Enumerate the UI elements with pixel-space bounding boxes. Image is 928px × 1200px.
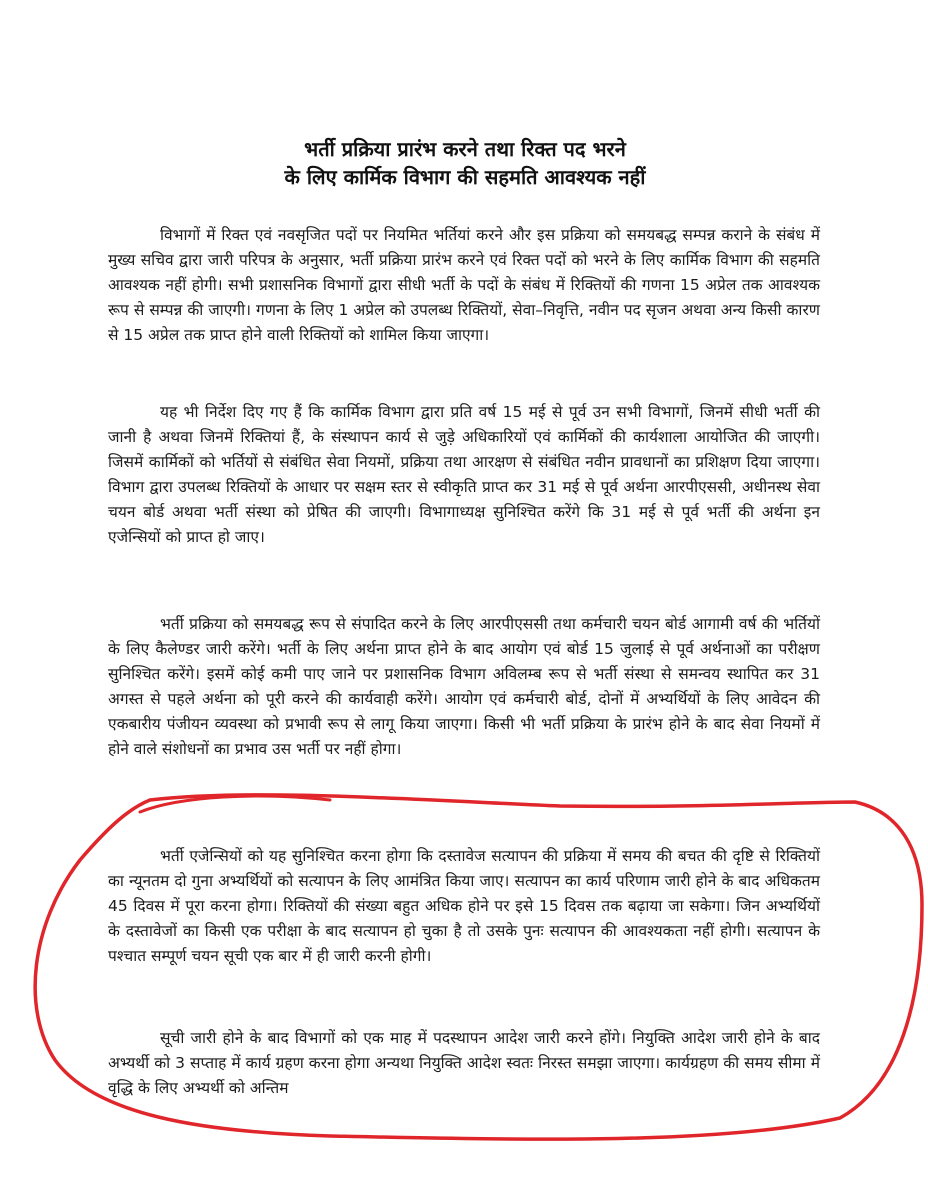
paragraph-vacancy-count: विभागों में रिक्त एवं नवसृजित पदों पर नियमित भर्तियां करने और इस प्रक्रिया को समयबद्ध सम्पन्न कराने के संबंध में मुख्य सचिव द्वारा जारी परिपत्र के अनुसार, भर्ती प्रक्रिया प्रारंभ करने एवं रिक्त पदों को भरने के लिए कार्मिक विभाग की सहमति आवश्यक नहीं होगी। सभी प्रशासनिक विभागों द्वारा सीधी भर्ती के पदों के संबंध में रिक्तियों की गणना 15 अप्रेल तक आवश्यक रूप से सम्पन्न की जाएगी। गणना के लिए 1 अप्रेल को उपलब्ध रिक्तियों, सेवा–निवृत्ति, नवीन पद सृजन अथवा अन्य किसी कारण से 15 अप्रेल तक प्राप्त होने वाली रिक्तियों को शामिल किया जाएगा। [108, 225, 820, 344]
paragraph-workshop: यह भी निर्देश दिए गए हैं कि कार्मिक विभाग द्वारा प्रति वर्ष 15 मई से पूर्व उन सभी विभागों, जिनमें सीधी भर्ती की जानी है अथवा जिनमें रिक्तियां हैं, के संस्थापन कार्य से जुड़े अधिकारियों एवं कार्मिकों की कार्यशाला आयोजित की जाएगी। जिसमें कार्मिकों को भर्तियों से संबंधित सेवा नियमों, प्रक्रिया तथा आरक्षण से संबंधित नवीन प्रावधानों का प्रशिक्षण दिया जाएगा। विभाग द्वारा उपलब्ध रिक्तियों के आधार पर सक्षम स्तर से स्वीकृति प्राप्त कर 31 मई से पूर्व अर्थना आरपीएससी, अधीनस्थ सेवा चयन बोर्ड अथवा भर्ती संस्था को प्रेषित की जाएगी। विभागाध्यक्ष सुनिश्चित करेंगे कि 31 मई से पूर्व भर्ती की अर्थना इन एजेन्सियों को प्राप्त हो जाए। [108, 402, 820, 546]
paragraph-document-verification: भर्ती एजेन्सियों को यह सुनिश्चित करना होगा कि दस्तावेज सत्यापन की प्रक्रिया में समय की बचत की दृष्टि से रिक्तियों का न्यूनतम दो गुना अभ्यर्थियों को सत्यापन के लिए आमंत्रित किया जाए। सत्यापन का कार्य परिणाम जारी होने के बाद अधिकतम 45 दिवस में पूरा करना होगा। रिक्तियों की संख्या बहुत अधिक होने पर इसे 15 दिवस तक बढ़ाया जा सकेगा। जिन अभ्यर्थियों के दस्तावेजों का किसी एक परीक्षा के बाद सत्यापन हो चुका है तो उसके पुनः सत्यापन की आवश्यकता नहीं होगी। सत्यापन के पश्चात सम्पूर्ण चयन सूची एक बार में ही जारी करनी होगी। [108, 846, 820, 965]
annotation-overlap-stroke [140, 796, 330, 812]
paragraph-posting-orders: सूची जारी होने के बाद विभागों को एक माह में पदस्थापन आदेश जारी करने होंगे। नियुक्ति आदेश जारी होने के बाद अभ्यर्थी को 3 सप्ताह में कार्य ग्रहण करना होगा अन्यथा नियुक्ति आदेश स्वतः निरस्त समझा जाएगा। कार्यग्रहण की समय सीमा में वृद्धि के लिए अभ्यर्थी को अन्तिम [108, 1028, 820, 1097]
title-line-1: भर्ती प्रक्रिया प्रारंभ करने तथा रिक्त पद भरने [304, 137, 626, 161]
title-line-2: के लिए कार्मिक विभाग की सहमति आवश्यक नहीं [284, 165, 646, 189]
document-title [110, 135, 820, 191]
paragraph-recruitment-calendar: भर्ती प्रक्रिया को समयबद्ध रूप से संपादित करने के लिए आरपीएससी तथा कर्मचारी चयन बोर्ड आगामी वर्ष की भर्तियों के लिए कैलेण्डर जारी करेंगे। भर्ती के लिए अर्थना प्राप्त होने के बाद आयोग एवं बोर्ड 15 जुलाई से पूर्व अर्थनाओं का परीक्षण सुनिश्चित करेंगे। इसमें कोई कमी पाए जाने पर प्रशासनिक विभाग अविलम्ब रूप से भर्ती संस्था से समन्वय स्थापित कर 31 अगस्त से पहले अर्थना को पूरी करने की कार्यवाही करेंगे। आयोग एवं कर्मचारी बोर्ड, दोनों में अभ्यर्थियों के लिए आवेदन की एकबारीय पंजीयन व्यवस्था को प्रभावी रूप से लागू किया जाएगा। किसी भी भर्ती प्रक्रिया के प्रारंभ होने के बाद सेवा नियमों में होने वाले संशोधनों का प्रभाव उस भर्ती पर नहीं होगा। [108, 614, 820, 758]
